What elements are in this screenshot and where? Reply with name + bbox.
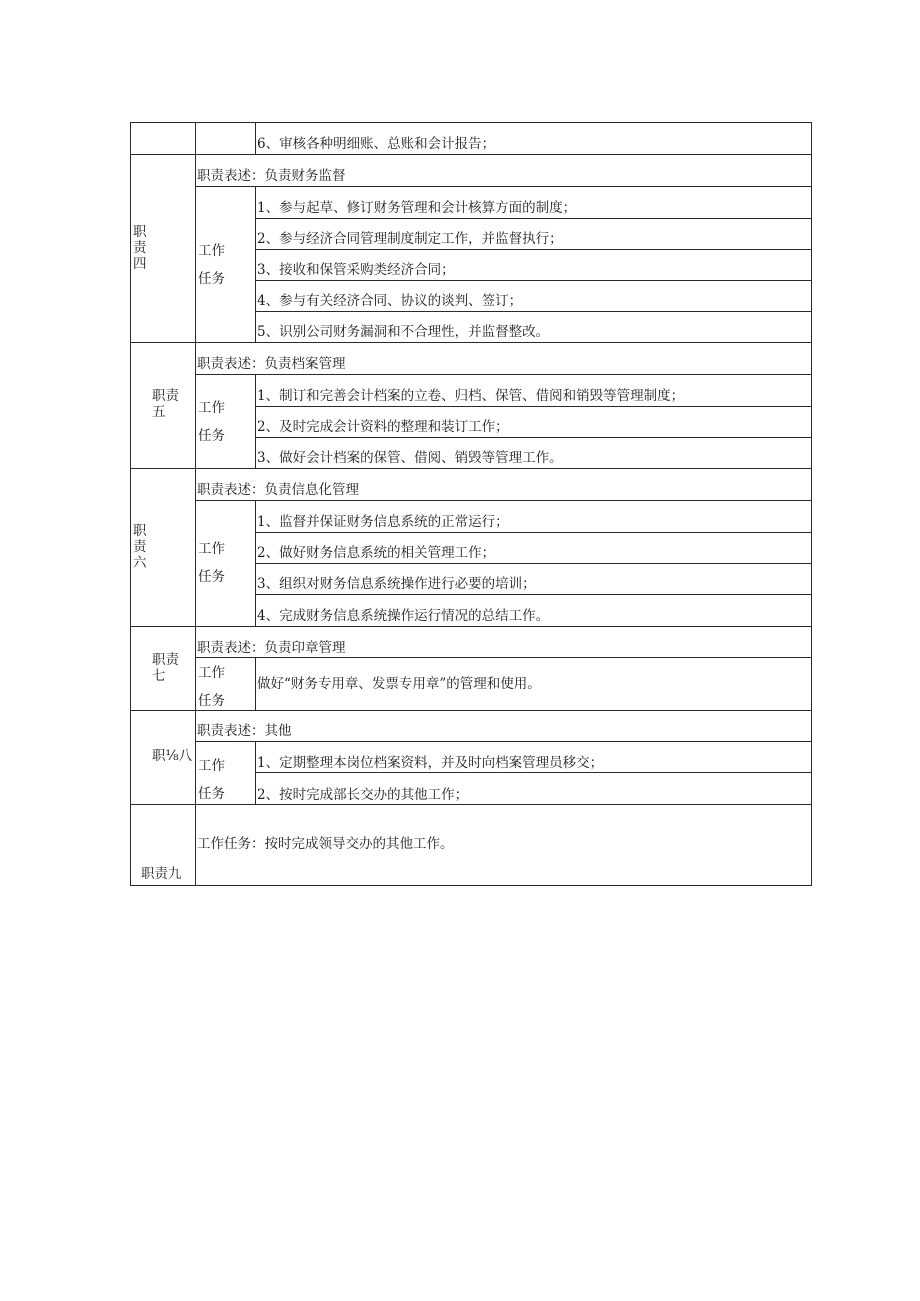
task-item: 3、组织对财务信息系统操作进行必要的培训；	[257, 576, 536, 592]
label-line: 工作	[198, 758, 225, 774]
task-item: 2、参与经济合同管理制度制定工作，并监督执行；	[257, 231, 563, 247]
duty-label-7	[152, 652, 179, 684]
desc-separator	[195, 741, 812, 742]
label-line: 任务	[198, 693, 225, 709]
label-line: 职	[133, 224, 147, 240]
duty-label-5	[152, 388, 179, 420]
task-item: 2、及时完成会计资料的整理和装订工作；	[257, 419, 509, 435]
duty-description: 职责表述：负责信息化管理	[197, 482, 359, 498]
work-task-label	[198, 541, 225, 585]
label-line: 任务	[198, 569, 225, 585]
task-item: 1、监督并保证财务信息系统的正常运行；	[257, 514, 509, 530]
label-line: 工作	[198, 400, 225, 416]
duty-description: 职责表述：负责档案管理	[197, 356, 346, 372]
task-item: 4、参与有关经济合同、协议的谈判、签订；	[257, 293, 523, 309]
label-line: 职	[133, 523, 147, 539]
work-task-label	[198, 400, 225, 444]
task-item: 1、制订和完善会计档案的立卷、归档、保管、借阅和销毁等管理制度；	[257, 388, 685, 404]
task-separator	[255, 249, 812, 250]
label-line: 工作	[198, 541, 225, 557]
task-separator	[255, 311, 812, 312]
label-line: 责	[133, 240, 147, 256]
work-task-label	[198, 758, 225, 802]
column-divider	[195, 122, 196, 886]
label-line: 五	[152, 404, 166, 420]
task-separator	[255, 437, 812, 438]
duty-label-4	[133, 224, 155, 272]
label-line: 职责	[152, 388, 179, 404]
duties-table	[130, 122, 812, 886]
column-divider	[255, 122, 256, 154]
label-line: 任务	[198, 428, 225, 444]
label-line: 任务	[198, 786, 225, 802]
task-separator	[255, 218, 812, 219]
duty-description: 职责表述：其他	[197, 723, 292, 739]
task-separator	[255, 772, 812, 773]
task-item: 5、识别公司财务漏洞和不合理性，并监督整改。	[257, 324, 550, 340]
label-line: 六	[133, 555, 147, 571]
label-line: 工作	[198, 243, 225, 259]
task-item: 工作任务：按时完成领导交办的其他工作。	[197, 836, 454, 852]
task-item: 2、按时完成部长交办的其他工作；	[257, 787, 469, 803]
desc-separator	[195, 186, 812, 187]
label-line: 职责	[152, 652, 179, 668]
label-line: 七	[152, 668, 166, 684]
row-separator	[130, 342, 812, 343]
task-separator	[255, 532, 812, 533]
task-separator	[255, 406, 812, 407]
task-item: 1、定期整理本岗位档案资料，并及时向档案管理员移交；	[257, 755, 604, 771]
task-item: 6、审核各种明细账、总账和会计报告；	[257, 136, 496, 152]
task-separator	[255, 594, 812, 595]
table-border-left	[130, 122, 131, 886]
duty-description: 职责表述：负责财务监督	[197, 168, 346, 184]
task-item: 2、做好财务信息系统的相关管理工作；	[257, 545, 496, 561]
row-separator	[130, 804, 812, 805]
desc-separator	[195, 500, 812, 501]
column-divider	[255, 657, 256, 710]
duty-label-6	[133, 523, 155, 571]
table-border-top	[130, 122, 812, 123]
label-line: 责	[133, 539, 147, 555]
task-item: 3、接收和保管采购类经济合同；	[257, 262, 455, 278]
row-separator	[130, 626, 812, 627]
task-item: 4、完成财务信息系统操作运行情况的总结工作。	[257, 608, 550, 624]
duty-label-8: 职⅛八	[152, 748, 193, 764]
work-task-label	[198, 243, 225, 287]
task-separator	[255, 563, 812, 564]
task-item: 做好“财务专用章、发票专用章”的管理和使用。	[257, 676, 541, 692]
label-line: 工作	[198, 665, 225, 681]
label-line: 四	[133, 256, 147, 272]
task-item: 1、参与起草、修订财务管理和会计核算方面的制度；	[257, 200, 577, 216]
table-border-bottom	[130, 885, 812, 886]
task-item: 3、做好会计档案的保管、借阅、销毁等管理工作。	[257, 450, 563, 466]
row-separator	[130, 468, 812, 469]
column-divider	[255, 186, 256, 342]
duty-description: 职责表述：负责印章管理	[197, 640, 346, 656]
row-separator	[130, 154, 812, 155]
desc-separator	[195, 657, 812, 658]
label-line: 任务	[198, 271, 225, 287]
row-separator	[130, 710, 812, 711]
column-divider	[255, 374, 256, 468]
desc-separator	[195, 374, 812, 375]
task-separator	[255, 280, 812, 281]
work-task-label	[198, 665, 225, 709]
duty-label-9: 职责九	[141, 866, 182, 882]
